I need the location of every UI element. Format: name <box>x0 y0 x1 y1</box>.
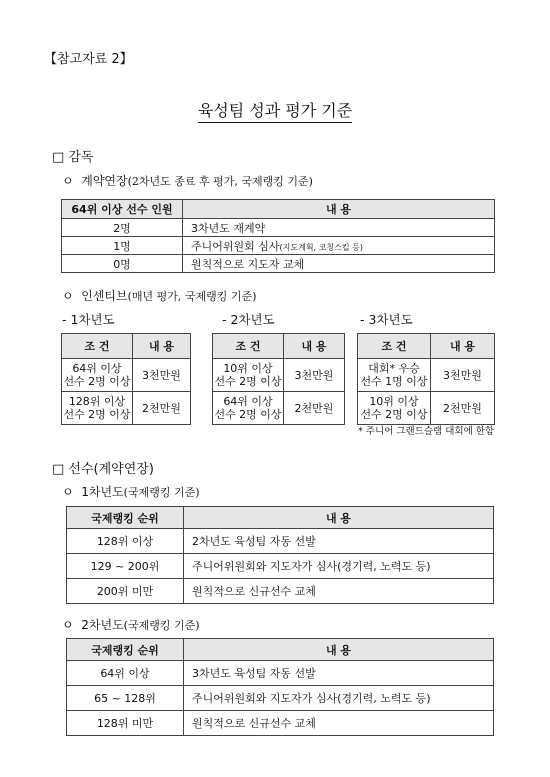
player-year2-table <box>66 638 494 736</box>
table-cell: 129 ~ 200위 <box>67 554 184 579</box>
table-cell: 128위 이상 <box>67 529 184 554</box>
table-cell: 원칙적으로 지도자 교체 <box>183 255 495 273</box>
table-cell: 3차년도 재계약 <box>183 219 495 237</box>
incentive-subheading: ㅇ 인센티브(매년 평가, 국제랭킹 기준) <box>62 289 257 303</box>
table-row <box>62 392 191 425</box>
table-row <box>67 711 494 736</box>
column-header: 조 건 <box>213 334 284 359</box>
table-cell: 128위 미만 <box>67 711 184 736</box>
column-header: 조 건 <box>358 334 431 359</box>
table-cell: 대회* 우승 선수 1명 이상 <box>358 359 431 392</box>
incentive-year2-table <box>212 333 345 425</box>
table-cell: 64위 이상 선수 2명 이상 <box>62 359 133 392</box>
table-cell: 64위 이상 선수 2명 이상 <box>213 392 284 425</box>
column-header: 내 용 <box>184 639 494 661</box>
column-header: 64위 이상 선수 인원 <box>62 200 183 219</box>
coach-contract-table <box>61 199 495 273</box>
column-header: 내 용 <box>284 334 345 359</box>
table-cell: 2천만원 <box>431 392 495 425</box>
contract-extension-subheading: ㅇ 계약연장(2차년도 종료 후 평가, 국제랭킹 기준) <box>62 174 313 188</box>
table-cell: 10위 이상 선수 2명 이상 <box>213 359 284 392</box>
table-cell: 주니어위원회 심사(지도계획, 코칭스킬 등) <box>183 237 495 255</box>
table-row <box>358 392 495 425</box>
incentive-year1-table <box>61 333 191 425</box>
table-cell: 1명 <box>62 237 183 255</box>
year2-label: - 2차년도 <box>222 312 275 327</box>
table-cell: 3천만원 <box>284 359 345 392</box>
table-cell: 64위 이상 <box>67 661 184 686</box>
table-cell: 2천만원 <box>133 392 191 425</box>
table-row <box>62 359 191 392</box>
year1-label: - 1차년도 <box>62 312 115 327</box>
footnote: * 주니어 그랜드슬램 대회에 한함 <box>358 426 495 437</box>
table-cell: 200위 미만 <box>67 579 184 604</box>
player-year2-subheading: ㅇ 2차년도(국제랭킹 기준) <box>62 618 200 632</box>
table-row <box>67 554 494 579</box>
table-cell: 2차년도 육성팀 자동 선발 <box>184 529 494 554</box>
year3-label: - 3차년도 <box>360 312 413 327</box>
table-row <box>67 686 494 711</box>
column-header: 조 건 <box>62 334 133 359</box>
table-row <box>213 359 345 392</box>
table-cell: 주니어위원회와 지도자가 심사(경기력, 노력도 등) <box>184 554 494 579</box>
table-cell: 원칙적으로 신규선수 교체 <box>184 579 494 604</box>
column-header: 국제랭킹 순위 <box>67 639 184 661</box>
table-cell: 0명 <box>62 255 183 273</box>
column-header: 내 용 <box>184 507 494 529</box>
player-year1-subheading: ㅇ 1차년도(국제랭킹 기준) <box>62 485 200 499</box>
table-row <box>62 219 495 237</box>
table-cell: 10위 이상 선수 2명 이상 <box>358 392 431 425</box>
table-row <box>67 661 494 686</box>
table-cell: 3천만원 <box>431 359 495 392</box>
reference-label: 【참고자료 2】 <box>44 52 133 67</box>
table-cell: 2천만원 <box>284 392 345 425</box>
column-header: 국제랭킹 순위 <box>67 507 184 529</box>
page-title: 육성팀 성과 평가 기준 <box>0 98 550 121</box>
player-year1-table <box>66 506 494 604</box>
table-row <box>62 255 495 273</box>
table-row <box>67 579 494 604</box>
table-cell: 원칙적으로 신규선수 교체 <box>184 711 494 736</box>
table-cell: 3천만원 <box>133 359 191 392</box>
section-player-heading: □ 선수(계약연장) <box>52 462 154 477</box>
column-header: 내 용 <box>133 334 191 359</box>
table-row <box>67 529 494 554</box>
table-cell: 2명 <box>62 219 183 237</box>
table-row <box>358 359 495 392</box>
table-cell: 3차년도 육성팀 자동 선발 <box>184 661 494 686</box>
section-coach-heading: □ 감독 <box>52 150 94 165</box>
table-cell: 65 ~ 128위 <box>67 686 184 711</box>
column-header: 내 용 <box>183 200 495 219</box>
column-header: 내 용 <box>431 334 495 359</box>
incentive-year3-table <box>357 333 495 425</box>
table-row <box>213 392 345 425</box>
table-cell: 주니어위원회와 지도자가 심사(경기력, 노력도 등) <box>184 686 494 711</box>
table-row <box>62 237 495 255</box>
table-cell: 128위 이상 선수 2명 이상 <box>62 392 133 425</box>
